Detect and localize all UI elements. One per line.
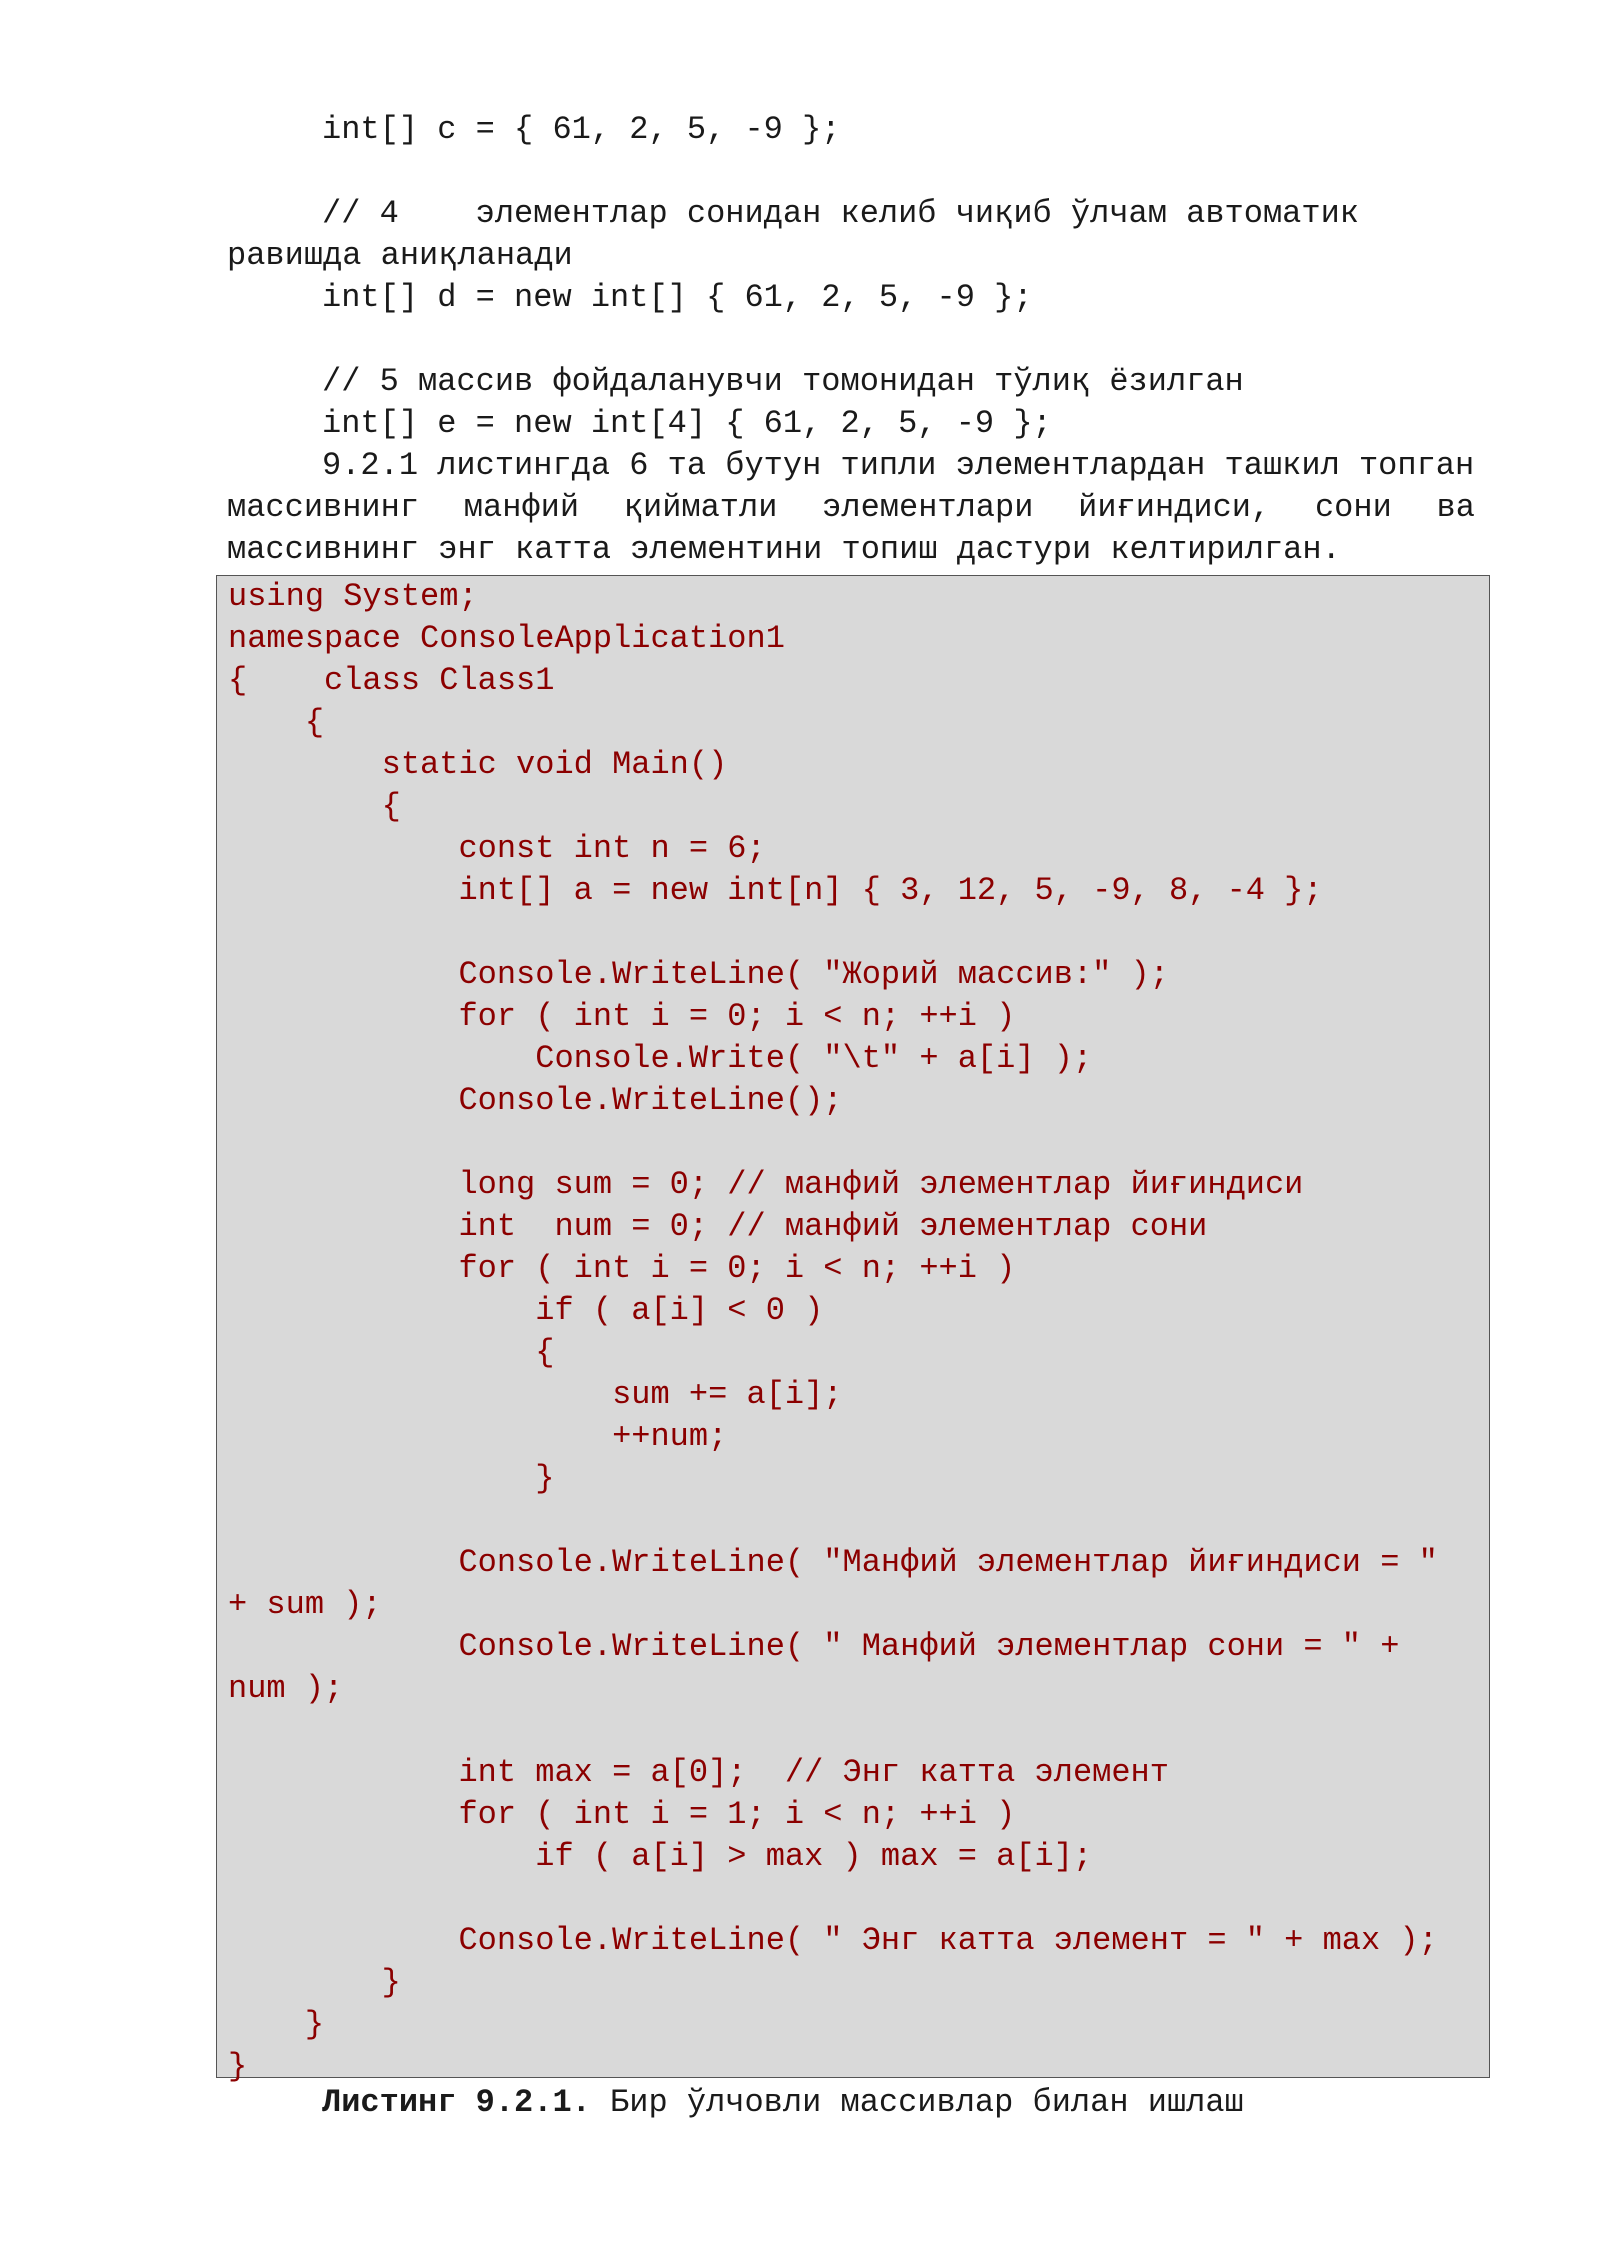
code-line-array-c: int[] c = { 61, 2, 5, -9 }; xyxy=(322,111,841,148)
code-line xyxy=(228,1122,1438,1164)
paragraph-line-1: 9.2.1 листингда 6 та бутун типли элементлардан ташкил топган xyxy=(322,447,1475,484)
code-listing-box xyxy=(216,575,1490,2085)
paragraph-word: сони xyxy=(1314,489,1392,526)
code-line: for ( int i = 0; i < n; ++i ) xyxy=(228,998,1016,1035)
code-line: { class Class1 xyxy=(228,662,555,699)
code-line: using System; xyxy=(228,578,478,615)
paragraph-word: йиғиндиси, xyxy=(1078,489,1271,526)
code-line: Console.WriteLine( " Манфий элементлар сони = " + xyxy=(228,1628,1400,1665)
caption-text: Бир ўлчовли массивлар билан ишлаш xyxy=(590,2084,1244,2121)
code-line: num ); xyxy=(228,1670,344,1707)
comment-line-5: // 5 массив фойдаланувчи томонидан тўлиқ ёзилган xyxy=(322,363,1244,400)
paragraph-word: массивнинг xyxy=(227,489,420,526)
paragraph-line-3: массивнинг энг катта элементини топиш дастури келтирилган. xyxy=(227,531,1341,568)
code-line: } xyxy=(228,1460,555,1497)
paragraph-line-2 xyxy=(227,487,1475,529)
comment-line-4: // 4 элементлар сонидан келиб чиқиб ўлчам автоматик xyxy=(322,195,1359,232)
code-line: if ( a[i] > max ) max = a[i]; xyxy=(228,1838,1093,1875)
code-line: sum += a[i]; xyxy=(228,1376,843,1413)
code-line: } xyxy=(228,2048,248,2085)
code-line: Console.WriteLine( "Жорий массив:" ); xyxy=(228,956,1169,993)
paragraph-word: манфий xyxy=(463,489,580,526)
paragraph-word: қийматли xyxy=(623,489,778,526)
code-line-array-e: int[] e = new int[4] { 61, 2, 5, -9 }; xyxy=(322,405,1052,442)
code-line: { xyxy=(228,704,325,741)
code-line: static void Main() xyxy=(228,746,728,783)
caption-label: Листинг 9.2.1. xyxy=(322,2084,591,2121)
code-line: const int n = 6; xyxy=(228,830,766,867)
code-line: Console.Write( "\t" + a[i] ); xyxy=(228,1040,1093,1077)
code-line: { xyxy=(228,1334,555,1371)
code-line: for ( int i = 1; i < n; ++i ) xyxy=(228,1796,1016,1833)
code-line: { xyxy=(228,788,401,825)
code-line xyxy=(228,1710,1438,1752)
code-line xyxy=(228,1500,1438,1542)
code-line-array-d: int[] d = new int[] { 61, 2, 5, -9 }; xyxy=(322,279,1033,316)
code-line xyxy=(228,912,1438,954)
code-line: int[] a = new int[n] { 3, 12, 5, -9, 8, -4 }; xyxy=(228,872,1323,909)
code-line: } xyxy=(228,2006,325,2043)
code-line: int max = a[0]; // Энг катта элемент xyxy=(228,1754,1169,1791)
code-line: ++num; xyxy=(228,1418,728,1455)
code-line: Console.WriteLine( " Энг катта элемент = " + max ); xyxy=(228,1922,1438,1959)
code-line xyxy=(228,1878,1438,1920)
code-listing xyxy=(228,576,1438,2088)
code-line: long sum = 0; // манфий элементлар йиғиндиси xyxy=(228,1166,1304,1203)
comment-line-4-continued: равишда аниқланади xyxy=(227,237,573,274)
code-line: namespace ConsoleApplication1 xyxy=(228,620,785,657)
code-line: if ( a[i] < 0 ) xyxy=(228,1292,824,1329)
code-line: Console.WriteLine( "Манфий элементлар йиғиндиси = " xyxy=(228,1544,1438,1581)
paragraph-word: ва xyxy=(1436,489,1475,526)
code-line: for ( int i = 0; i < n; ++i ) xyxy=(228,1250,1016,1287)
paragraph-word: элементлари xyxy=(822,489,1034,526)
code-line: } xyxy=(228,1964,401,2001)
code-line: int num = 0; // манфий элементлар сони xyxy=(228,1208,1208,1245)
code-line: Console.WriteLine(); xyxy=(228,1082,843,1119)
listing-caption xyxy=(322,2082,1244,2124)
code-line: + sum ); xyxy=(228,1586,382,1623)
